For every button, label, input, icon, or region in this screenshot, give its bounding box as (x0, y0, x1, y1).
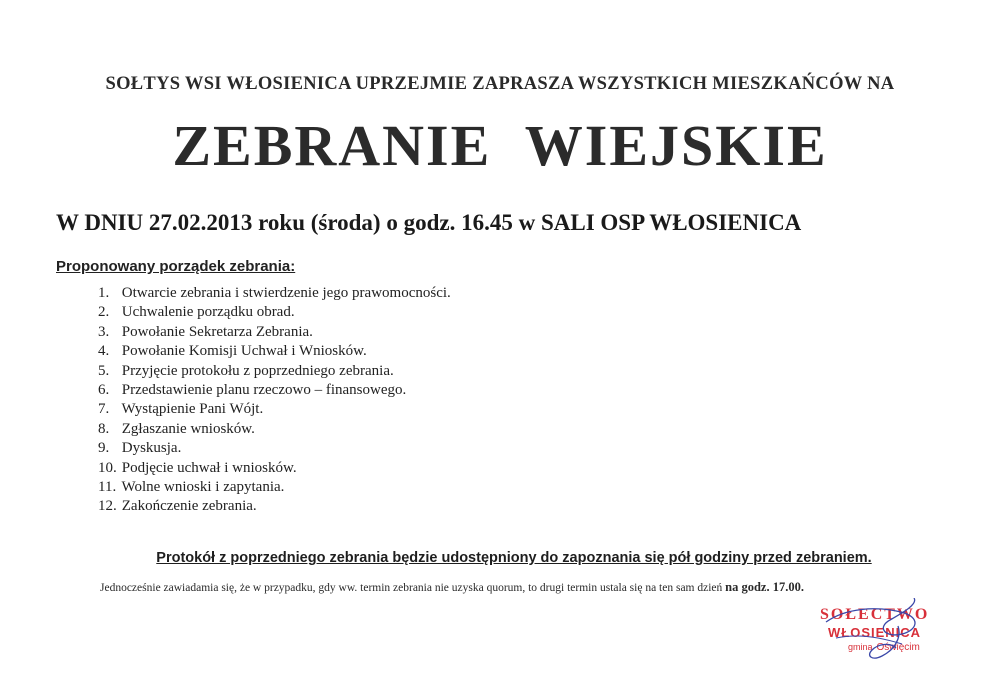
agenda-item: 5. Przyjęcie protokołu z poprzedniego zebrania. (98, 362, 394, 379)
agenda-item: 7. Wystąpienie Pani Wójt. (98, 401, 264, 418)
quorum-time: na godz. 17.00 (725, 580, 801, 594)
stamp-line-solectwo: SOŁECTWO (820, 606, 930, 623)
official-stamp (806, 598, 966, 668)
agenda-item: 6. Przedstawienie planu rzeczowo – finansowego. (98, 382, 407, 399)
agenda-item: 2. Uchwalenie porządku obrad. (98, 304, 295, 321)
stamp-gmina-prefix: gmina (848, 642, 873, 652)
page-title: ZEBRANIE WIEJSKIE (172, 113, 828, 178)
agenda-item: 10. Podjęcie uchwał i wniosków. (98, 459, 297, 476)
agenda-item: 11. Wolne wnioski i zapytania. (98, 479, 285, 496)
agenda-list (98, 284, 451, 517)
invitation-intro: SOŁTYS WSI WŁOSIENICA UPRZEJMIE ZAPRASZA WSZYSTKICH MIESZKAŃCÓW NA (105, 74, 895, 94)
agenda-item: 9. Dyskusja. (98, 440, 182, 457)
protocol-note: Protokół z poprzedniego zebrania będzie udostępniony do zapoznania się pół godziny przed zebraniem. (156, 550, 872, 566)
quorum-note-text: Jednocześnie zawiadamia się, że w przypadku, gdy ww. termin zebrania nie uzyska quorum, to drugi termin ustala się na ten sam dzień (100, 582, 723, 594)
quorum-note (100, 580, 804, 595)
stamp-line-village: WŁOSIENICA (828, 625, 922, 640)
quorum-end: . (800, 580, 804, 594)
agenda-item: 3. Powołanie Sekretarza Zebrania. (98, 323, 313, 340)
agenda-item: 4. Powołanie Komisji Uchwał i Wniosków. (98, 343, 367, 360)
agenda-item: 1. Otwarcie zebrania i stwierdzenie jego prawomocności. (98, 285, 451, 301)
meeting-date-line: W DNIU 27.02.2013 roku (środa) o godz. 16.45 w SALI OSP WŁOSIENICA (56, 210, 802, 235)
handwritten-signature-icon (806, 598, 966, 668)
stamp-gmina-name: Oświęcim (876, 642, 920, 653)
agenda-heading: Proponowany porządek zebrania: (56, 258, 296, 275)
agenda-item: 8. Zgłaszanie wniosków. (98, 420, 255, 437)
agenda-item: 12. Zakończenie zebrania. (98, 498, 257, 515)
